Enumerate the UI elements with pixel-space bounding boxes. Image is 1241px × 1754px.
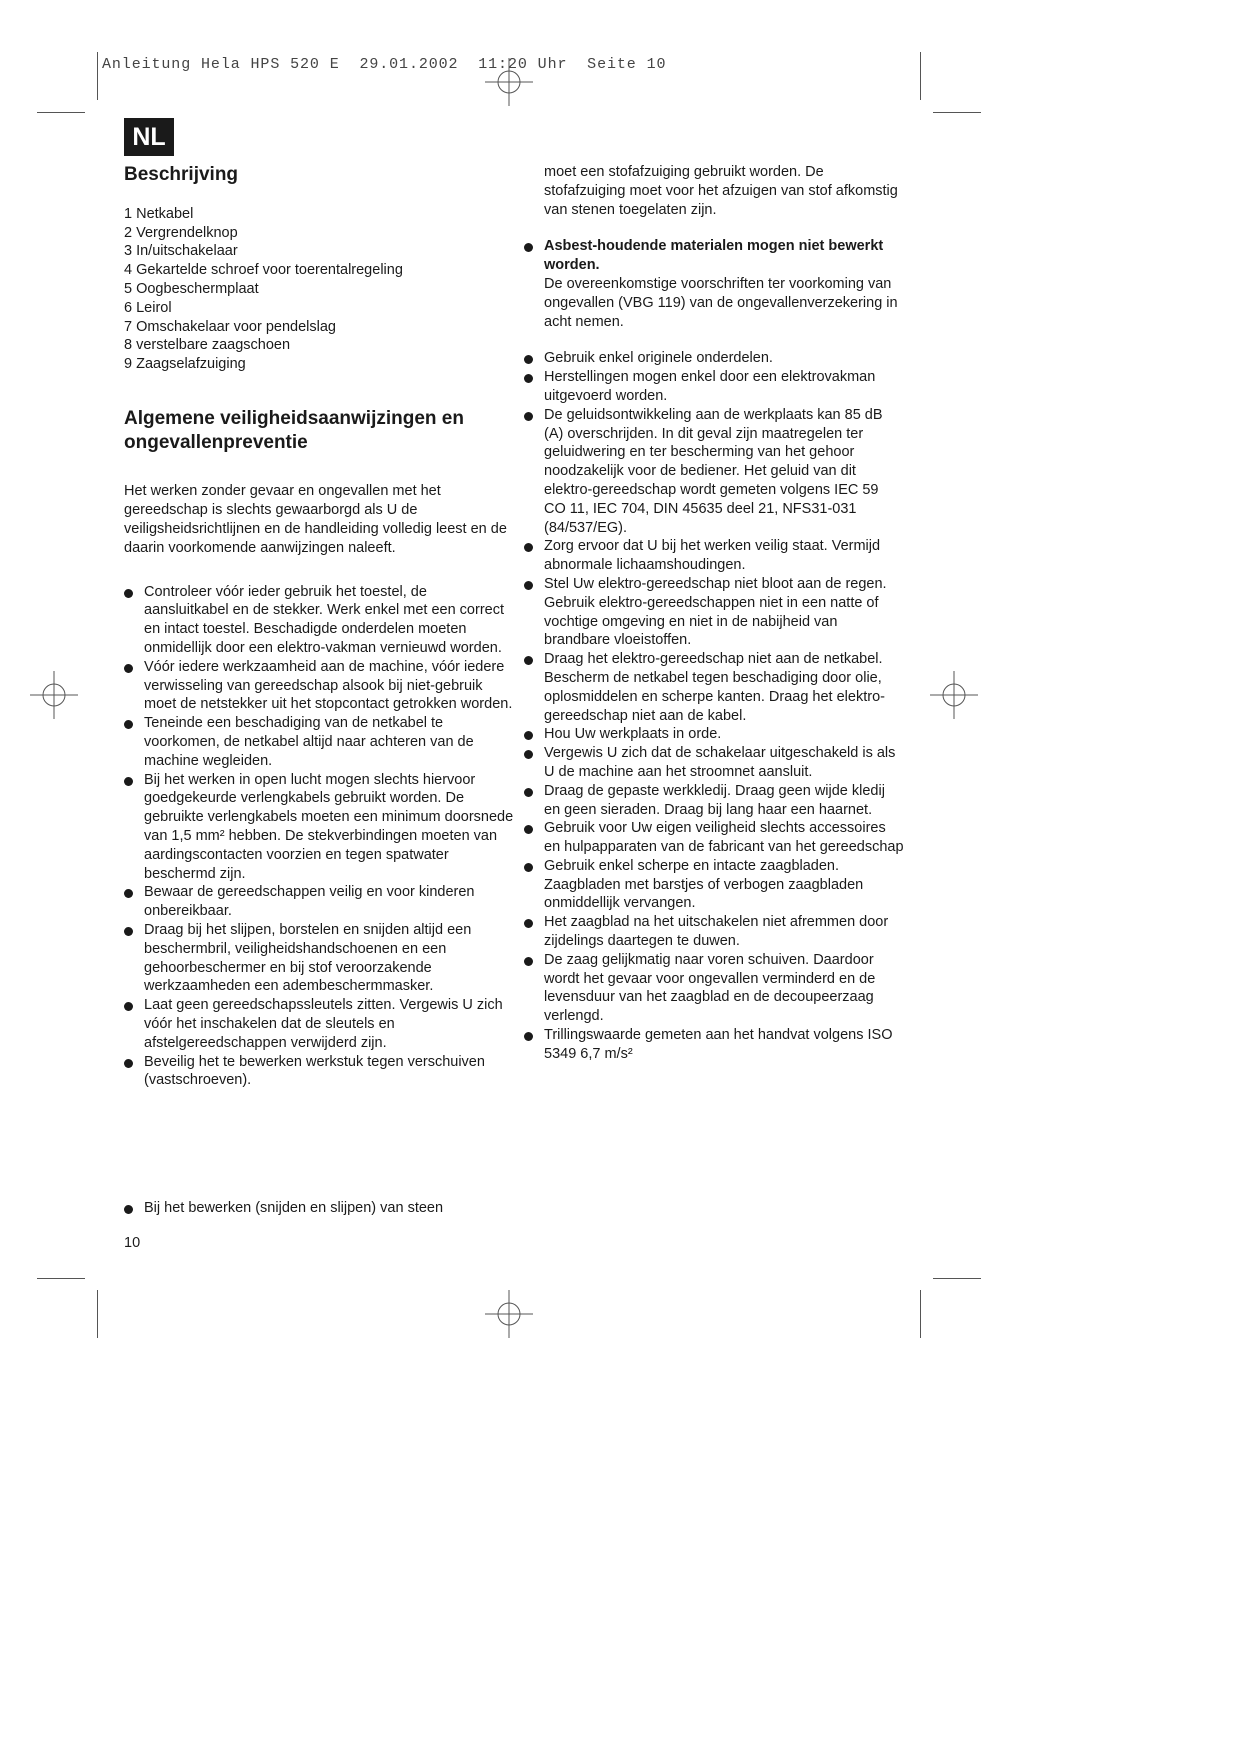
asbestos-warning — [524, 237, 904, 331]
page-number: 10 — [124, 1235, 141, 1251]
bullet-item: Het zaagblad na het uitschakelen niet afremmen door zijdelings daartegen te duwen. — [524, 913, 904, 951]
left-column — [124, 163, 514, 1090]
print-header: Anleitung Hela HPS 520 E 29.01.2002 11:20 Uhr Seite 10 — [102, 56, 667, 73]
safety-intro: Het werken zonder gevaar en ongevallen met het gereedschap is slechts gewaarborgd als U de veiligsheidsrichtlijnen en de handleiding volledig leest en de daarin voorkomende aanwijzingen naleeft. — [124, 483, 507, 556]
bullet-item: Gebruik enkel scherpe en intacte zaagbladen. Zaagbladen met barstjes of verbogen zaagbladen onmiddellijk vervangen. — [524, 857, 904, 913]
right-column — [524, 163, 904, 1064]
parts-list-item: 2 Vergrendelknop — [124, 224, 238, 241]
registration-mark-left-icon — [30, 671, 78, 719]
registration-mark-bottom-icon — [485, 1290, 533, 1338]
parts-list — [124, 205, 514, 374]
bullet-item: Laat geen gereedschapssleutels zitten. Vergewis U zich vóór het inschakelen dat de sleutels en afstelgereedschappen verwijderd zijn. — [124, 996, 514, 1052]
asbestos-warning-bold: Asbest-houdende materialen mogen niet bewerkt worden. — [544, 238, 884, 274]
registration-mark-right-icon — [930, 671, 978, 719]
bullet-item: Teneinde een beschadiging van de netkabel te voorkomen, de netkabel altijd naar achteren van de machine wegleiden. — [124, 714, 514, 770]
description-heading: Beschrijving — [124, 164, 239, 185]
crop-mark-bottom-right-horizontal — [933, 1278, 981, 1279]
bullet-item: Draag de gepaste werkkledij. Draag geen wijde kledij en geen sieraden. Draag bij lang haar een haarnet. — [524, 782, 904, 820]
left-bullet-list — [124, 583, 514, 1091]
bullet-item: Bewaar de gereedschappen veilig en voor kinderen onbereikbaar. — [124, 883, 514, 921]
dust-extraction-continuation: moet een stofafzuiging gebruikt worden. De stofafzuiging moet voor het afzuigen van stof afkomstig van stenen toegelaten zijn. — [544, 164, 898, 218]
bullet-item: Vergewis U zich dat de schakelaar uitgeschakeld is als U de machine aan het stroomnet aansluit. — [524, 744, 904, 782]
bullet-item: Bij het bewerken (snijden en slijpen) van steen — [124, 1199, 524, 1218]
crop-mark-top-left-vertical — [97, 52, 98, 100]
asbestos-warning-text: De overeenkomstige voorschriften ter voorkoming van ongevallen (VBG 119) van de ongevallenverzekering in acht nemen. — [544, 275, 898, 330]
bullet-item: Beveilig het te bewerken werkstuk tegen verschuiven (vastschroeven). — [124, 1053, 514, 1091]
bullet-item: Gebruik enkel originele onderdelen. — [524, 349, 904, 368]
crop-mark-top-right-vertical — [920, 52, 921, 100]
bullet-item: Herstellingen mogen enkel door een elektrovakman uitgevoerd worden. — [524, 368, 904, 406]
parts-list-item: 1 Netkabel — [124, 205, 194, 222]
crop-mark-bottom-left-vertical — [97, 1290, 98, 1338]
crop-mark-top-right-horizontal — [933, 112, 981, 113]
parts-list-item: 3 In/uitschakelaar — [124, 243, 238, 260]
bullet-item: Controleer vóór ieder gebruik het toestel, de aansluitkabel en de stekker. Werk enkel met een correct en intact toestel. Beschadigde onderdelen moeten onmidellijk door een elektro-vakman vernieuwd worden. — [124, 583, 514, 658]
crop-mark-top-left-horizontal — [37, 112, 85, 113]
crop-mark-bottom-right-vertical — [920, 1290, 921, 1338]
bullet-item: Vóór iedere werkzaamheid aan de machine, vóór iedere verwisseling van gereedschap alsook bij niet-gebruik moet de netstekker uit het stopcontact getrokken worden. — [124, 658, 514, 714]
bullet-item: Stel Uw elektro-gereedschap niet bloot aan de regen. Gebruik elektro-gereedschappen niet in een natte of vochtige omgeving en niet in de nabijheid van brandbare vloeistoffen. — [524, 575, 904, 650]
bullet-item: Draag het elektro-gereedschap niet aan de netkabel. Bescherm de netkabel tegen beschadiging door olie, oplosmiddelen en scherpe kanten. Draag het elektro-gereedschap niet aan de kabel. — [524, 650, 904, 725]
parts-list-item: 4 Gekartelde schroef voor toerentalregeling — [124, 262, 403, 279]
parts-list-item: 9 Zaagselafzuiging — [124, 356, 246, 373]
right-bullet-list — [524, 349, 904, 1063]
parts-list-item: 6 Leirol — [124, 299, 172, 316]
bullet-item: Bij het werken in open lucht mogen slechts hiervoor goedgekeurde verlengkabels gebruikt worden. De gebruikte verlengkabels moeten een minimum doorsnede van 1,5 mm² hebben. De stekverbindingen moeten van aardingscontacten voorzien en tegen spatwater beschermd zijn. — [124, 771, 514, 884]
parts-list-item: 8 verstelbare zaagschoen — [124, 337, 291, 354]
bullet-item: Hou Uw werkplaats in orde. — [524, 725, 904, 744]
bullet-item: Draag bij het slijpen, borstelen en snijden altijd een beschermbril, veiligheidshandschoenen en een gehoorbeschermer en bij stof veroorzakende werkzaamheden een adembeschermmasker. — [124, 921, 514, 996]
bullet-item: Zorg ervoor dat U bij het werken veilig staat. Vermijd abnormale lichaamshoudingen. — [524, 537, 904, 575]
safety-heading: Algemene veiligheidsaanwijzingen en ongevallenpreventie — [124, 407, 464, 453]
left-last-bullet-list — [124, 1199, 524, 1218]
parts-list-item: 5 Oogbeschermplaat — [124, 280, 259, 297]
parts-list-item: 7 Omschakelaar voor pendelslag — [124, 318, 336, 335]
registration-mark-top-icon — [485, 58, 533, 106]
language-badge: NL — [124, 118, 174, 156]
bullet-item: De geluidsontwikkeling aan de werkplaats kan 85 dB (A) overschrijden. In dit geval zijn maatregelen ter geluidwering en ter bescherming van het gehoor noodzakelijk voor de bediener. Het geluid van dit elektro-gereedschap wordt gemeten volgens IEC 59 CO 11, IEC 704, DIN 45635 deel 21, NFS31-031 (84/537/EG). — [524, 406, 904, 538]
bullet-item: Gebruik voor Uw eigen veiligheid slechts accessoires en hulpapparaten van de fabricant van het gereedschap — [524, 819, 904, 857]
bullet-item: De zaag gelijkmatig naar voren schuiven. Daardoor wordt het gevaar voor ongevallen verminderd en de levensduur van het zaagblad en de decoupeerzaag verlengd. — [524, 951, 904, 1026]
bullet-item: Trillingswaarde gemeten aan het handvat volgens ISO 5349 6,7 m/s² — [524, 1026, 904, 1064]
asbestos-bullet-list — [524, 237, 904, 331]
crop-mark-bottom-left-horizontal — [37, 1278, 85, 1279]
